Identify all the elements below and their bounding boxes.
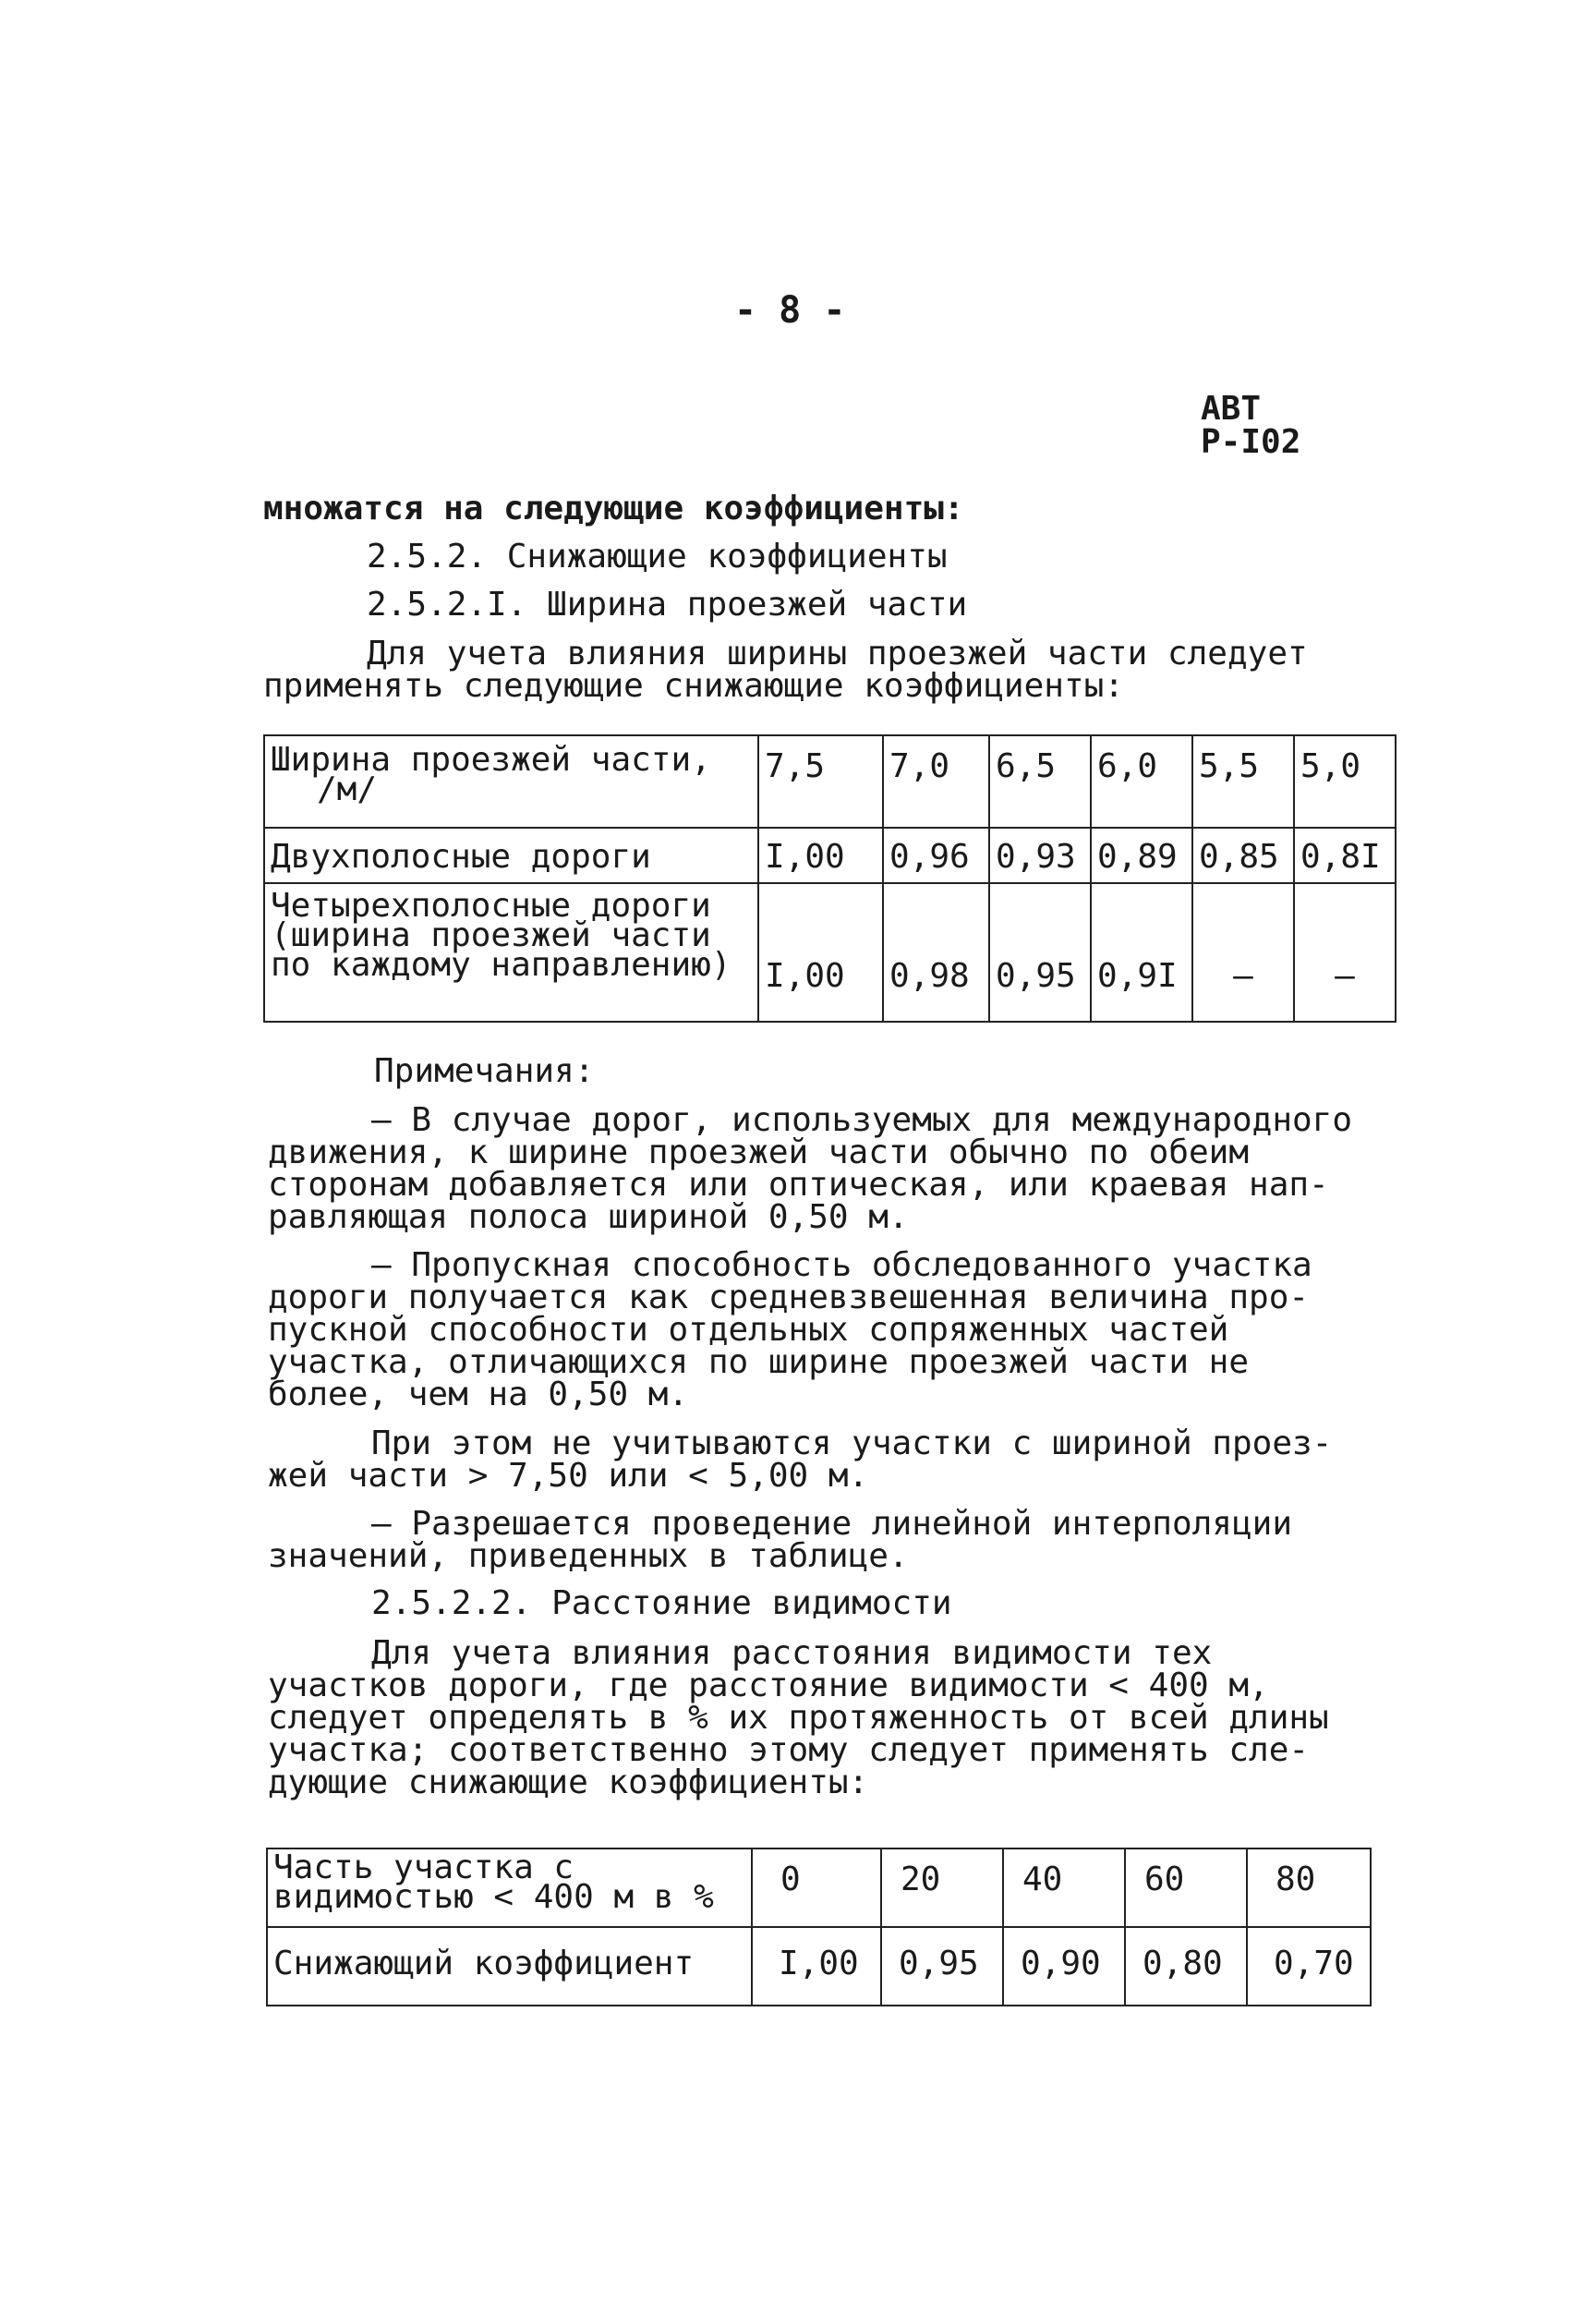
note-2-line-5: более, чем на 0,50 м. xyxy=(268,1376,689,1413)
table-cell: I,00 xyxy=(752,1927,881,2006)
row-label-two-lane: Двухполосные дороги xyxy=(264,828,758,883)
note-3-line-1: При этом не учитываются участки с шириной проез- xyxy=(371,1424,1333,1462)
note-2-line-3: пускной способности отдельных сопряженных частей xyxy=(268,1311,1229,1349)
table-cell: 0,89 xyxy=(1091,828,1192,883)
width-table-column-header: 5,0 xyxy=(1294,735,1396,828)
visibility-table-header-label xyxy=(267,1848,752,1927)
width-table-column-header: 5,5 xyxy=(1192,735,1294,828)
four-lane-label-line-2: (ширина проезжей части xyxy=(271,916,711,954)
table-cell: 0,95 xyxy=(881,1927,1003,2006)
document-code-line-2: Р-I02 xyxy=(1201,423,1301,461)
document-code xyxy=(1201,390,1301,461)
visibility-table-column-header: 40 xyxy=(1003,1848,1125,1927)
width-header-label-line-1: Ширина проезжей части, xyxy=(271,741,711,779)
table-cell: – xyxy=(1294,883,1396,1022)
note-1-line-4: равляющая полоса шириной 0,50 м. xyxy=(268,1198,909,1236)
notes-title: Примечания: xyxy=(374,1052,595,1090)
visibility-table-column-header: 20 xyxy=(881,1848,1003,1927)
intro-visibility-line-5: дующие снижающие коэффициенты: xyxy=(268,1764,869,1801)
note-excluded-sections xyxy=(268,1424,1333,1495)
visibility-table-row-coefficient xyxy=(267,1927,1371,2006)
visibility-header-line-2: видимостью < 400 м в % xyxy=(273,1878,714,1916)
note-international-roads xyxy=(268,1101,1353,1236)
table-cell: 0,98 xyxy=(883,883,989,1022)
width-table-row-two-lane xyxy=(264,828,1396,883)
note-3-line-2: жей части > 7,50 или < 5,00 м. xyxy=(268,1457,869,1495)
note-2-line-2: дороги получается как средневзвешенная величина про- xyxy=(268,1279,1310,1316)
table-cell: 0,80 xyxy=(1125,1927,1247,2006)
width-coefficients-table xyxy=(263,734,1396,1023)
width-table-row-four-lane xyxy=(264,883,1396,1022)
table-cell: 0,8I xyxy=(1294,828,1396,883)
intro-visibility-line-1: Для учета влияния расстояния видимости тех xyxy=(371,1634,1213,1672)
four-lane-label-line-3: по каждому направлению) xyxy=(271,946,732,984)
width-table-column-header: 7,0 xyxy=(883,735,989,828)
note-2-line-4: участка, отличающихся по ширине проезжей части не xyxy=(268,1343,1250,1381)
visibility-table-column-header: 0 xyxy=(752,1848,881,1927)
note-4-line-1: – Разрешается проведение линейной интерполяции xyxy=(371,1505,1292,1543)
width-table-header-label xyxy=(264,735,758,828)
intro-visibility-line-2: участков дороги, где расстояние видимости < 400 м, xyxy=(268,1667,1269,1704)
page-number: - 8 - xyxy=(734,289,846,332)
intro-paragraph-width xyxy=(263,635,1308,705)
note-1-line-2: движения, к ширине проезжей части обычно по обеим xyxy=(268,1133,1250,1171)
section-heading-2-5-2-1: 2.5.2.I. Ширина проезжей части xyxy=(367,586,968,624)
table-cell: I,00 xyxy=(758,828,883,883)
width-header-label-line-2: /м/ xyxy=(317,770,378,808)
table-cell: 0,85 xyxy=(1192,828,1294,883)
document-code-line-1: АВТ xyxy=(1201,390,1262,428)
width-table-column-header: 7,5 xyxy=(758,735,883,828)
note-capacity xyxy=(268,1246,1312,1413)
section-heading-2-5-2-2: 2.5.2.2. Расстояние видимости xyxy=(371,1584,952,1622)
width-table-column-header: 6,5 xyxy=(989,735,1091,828)
width-table-header-row xyxy=(264,735,1396,828)
visibility-row-label: Снижающий коэффициент xyxy=(267,1927,752,2006)
visibility-header-line-1: Часть участка с xyxy=(273,1848,574,1886)
section-heading-2-5-2: 2.5.2. Снижающие коэффициенты xyxy=(367,538,948,576)
table-cell: 0,9I xyxy=(1091,883,1192,1022)
intro-width-line-1: Для учета влияния ширины проезжей части следует xyxy=(367,635,1308,673)
visibility-coefficients-table xyxy=(266,1848,1372,2006)
row-label-four-lane xyxy=(264,883,758,1022)
lead-line: множатся на следующие коэффициенты: xyxy=(263,490,964,527)
visibility-table-column-header: 60 xyxy=(1125,1848,1247,1927)
note-1-line-1: – В случае дорог, используемых для международного xyxy=(371,1101,1353,1139)
note-4-line-2: значений, приведенных в таблице. xyxy=(268,1537,909,1575)
visibility-table-header-row xyxy=(267,1848,1371,1927)
intro-paragraph-visibility xyxy=(268,1634,1329,1801)
intro-visibility-line-4: участка; соответственно этому следует применять сле- xyxy=(268,1731,1310,1769)
table-cell: I,00 xyxy=(758,883,883,1022)
table-cell: 0,90 xyxy=(1003,1927,1125,2006)
table-cell: 0,96 xyxy=(883,828,989,883)
table-cell: 0,93 xyxy=(989,828,1091,883)
note-1-line-3: сторонам добавляется или оптическая, или краевая нап- xyxy=(268,1166,1329,1204)
table-cell: 0,95 xyxy=(989,883,1091,1022)
table-cell: 0,70 xyxy=(1247,1927,1371,2006)
four-lane-label-line-1: Четырехполосные дороги xyxy=(271,887,711,925)
intro-width-line-2: применять следующие снижающие коэффициенты: xyxy=(263,667,1124,705)
note-interpolation xyxy=(268,1505,1292,1575)
table-cell: – xyxy=(1192,883,1294,1022)
intro-visibility-line-3: следует определять в % их протяженность от всей длины xyxy=(268,1699,1329,1737)
width-table-column-header: 6,0 xyxy=(1091,735,1192,828)
visibility-table-column-header: 80 xyxy=(1247,1848,1371,1927)
note-2-line-1: – Пропускная способность обследованного участка xyxy=(371,1246,1312,1284)
